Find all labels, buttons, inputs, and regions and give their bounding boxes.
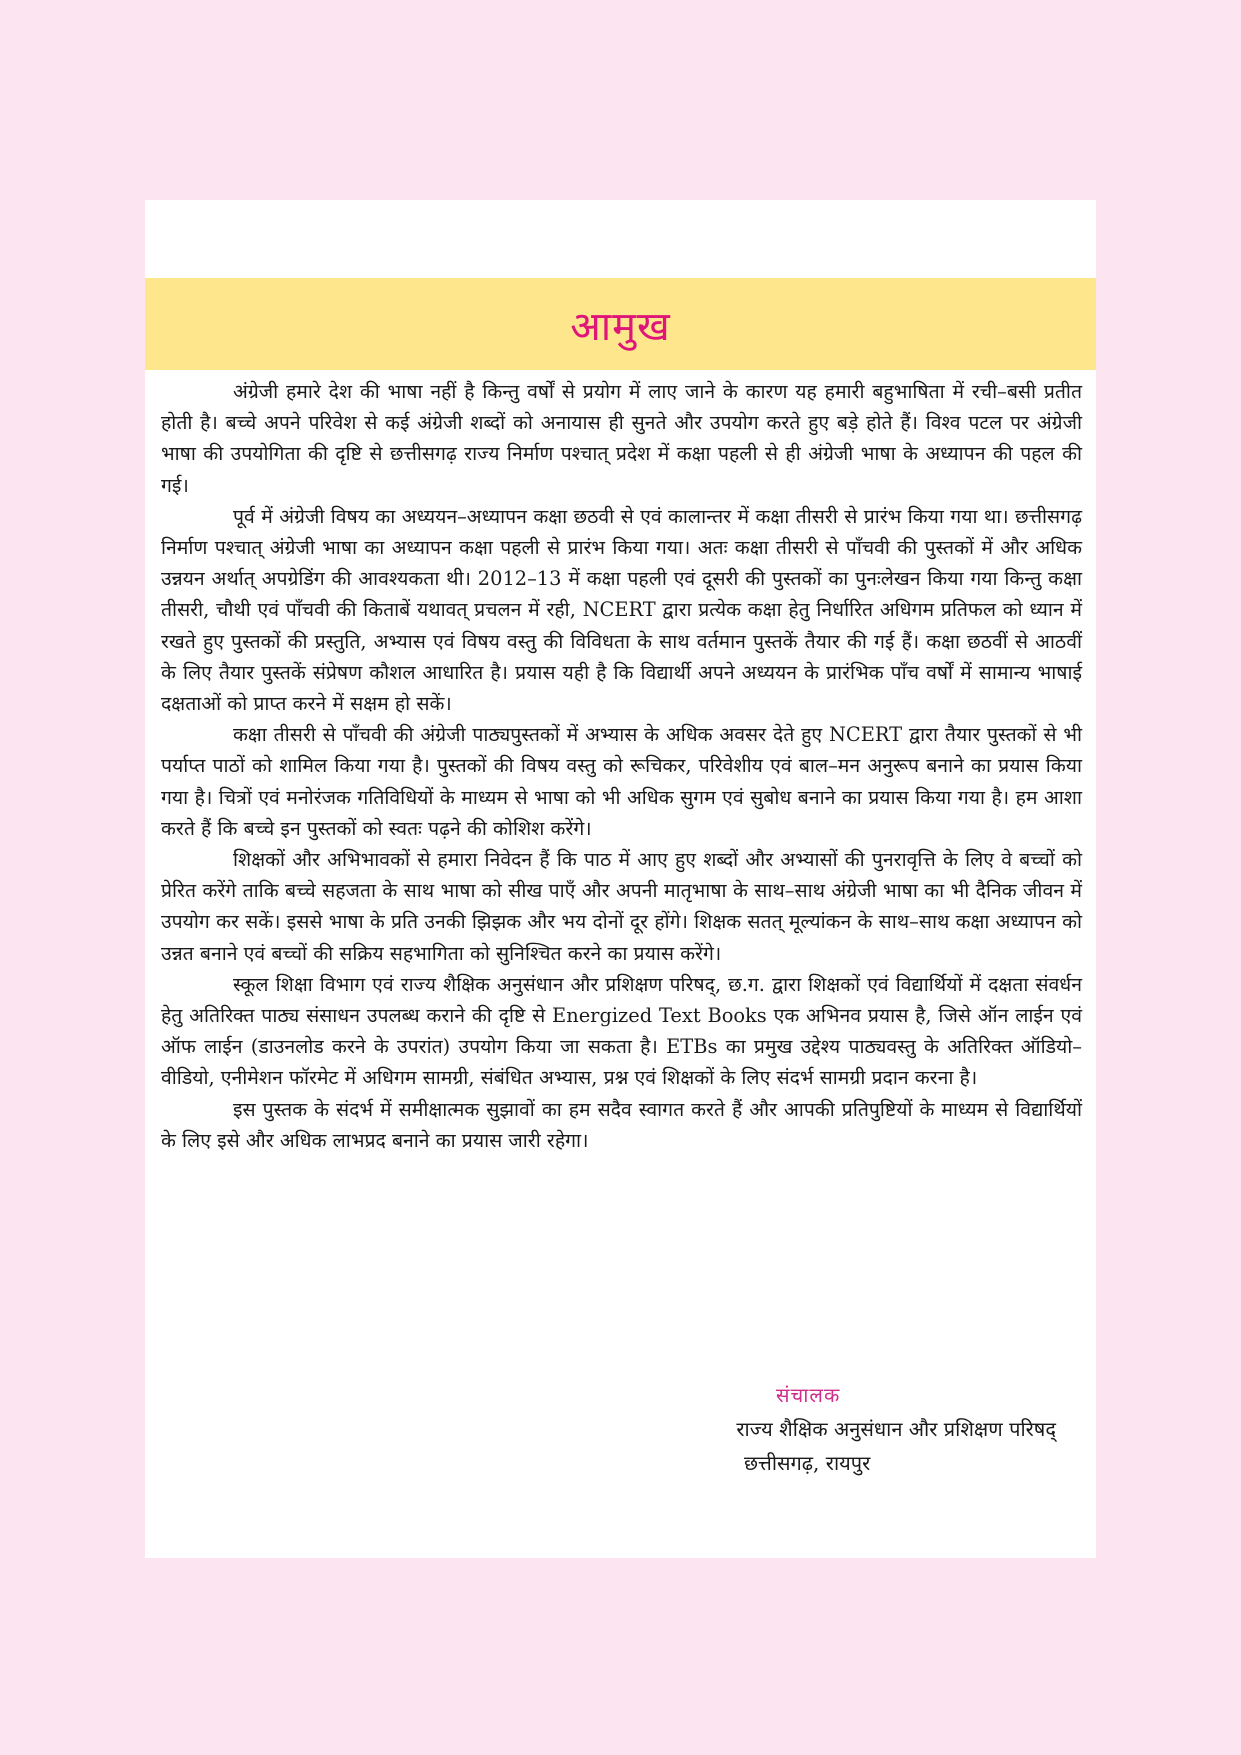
signature-block [616, 1378, 1056, 1480]
paragraph-1: अंग्रेजी हमारे देश की भाषा नहीं है किन्तु वर्षों से प्रयोग में लाए जाने के कारण यह हमारी बहुभाषिता में रची–बसी प्रतीत होती है। बच्चे अपने परिवेश से कई अंग्रेजी शब्दों को अनायास ही सुनते और उपयोग करते हुए बड़े होते हैं। विश्व पटल पर अंग्रेजी भाषा की उपयोगिता की दृष्टि से छत्तीसगढ़ राज्य निर्माण पश्चात् प्रदेश में कक्षा पहली से ही अंग्रेजी भाषा के अध्यापन की पहल की गई। [161, 380, 1082, 497]
document-page [145, 200, 1096, 1558]
paragraph-2: पूर्व में अंग्रेजी विषय का अध्ययन–अध्यापन कक्षा छठवी से एवं कालान्तर में कक्षा तीसरी से प्रारंभ किया गया था। छत्तीसगढ़ निर्माण पश्चात् अंग्रेजी भाषा का अध्यापन कक्षा पहली से प्रारंभ किया गया। अतः कक्षा तीसरी से पाँचवी की पुस्तकों में और अधिक उन्नयन अर्थात् अपग्रेडिंग की आवश्यकता थी। 2012–13 में कक्षा पहली एवं दूसरी की पुस्तकों का पुनःलेखन किया गया किन्तु कक्षा तीसरी, चौथी एवं पाँचवी की किताबें यथावत् प्रचलन में रही, NCERT द्वारा प्रत्येक कक्षा हेतु निर्धारित अधिगम प्रतिफल को ध्यान में रखते हुए पुस्तकों की प्रस्तुति, अभ्यास एवं विषय वस्तु की विविधता के साथ वर्तमान पुस्तकें तैयार की गई हैं। कक्षा छठवीं से आठवीं के लिए तैयार पुस्तकें संप्रेषण कौशल आधारित है। प्रयास यही है कि विद्यार्थी अपने अध्ययन के प्रारंभिक पाँच वर्षों में सामान्य भाषाई दक्षताओं को प्राप्त करने में सक्षम हो सकें। [161, 504, 1082, 716]
page-title: आमुख [570, 303, 671, 350]
paragraph-6: इस पुस्तक के संदर्भ में समीक्षात्मक सुझावों का हम सदैव स्वागत करते हैं और आपकी प्रतिपुष्टियों के माध्यम से विद्यार्थियों के लिए इसे और अधिक लाभप्रद बनाने का प्रयास जारी रहेगा। [161, 1097, 1082, 1152]
paragraph-5: स्कूल शिक्षा विभाग एवं राज्य शैक्षिक अनुसंधान और प्रशिक्षण परिषद्, छ.ग. द्वारा शिक्षकों एवं विद्यार्थियों में दक्षता संवर्धन हेतु अतिरिक्त पाठ्य संसाधन उपलब्ध कराने की दृष्टि से Energized Text Books एक अभिनव प्रयास है, जिसे ऑन लाईन एवं ऑफ लाईन (डाउनलोड करने के उपरांत) उपयोग किया जा सकता है। ETBs का प्रमुख उद्देश्य पाठ्यवस्तु के अतिरिक्त ऑडियो–वीडियो, एनीमेशन फॉरमेट में अधिगम सामग्री, संबंधित अभ्यास, प्रश्न एवं शिक्षकों के लिए संदर्भ सामग्री प्रदान करना है। [161, 972, 1082, 1090]
paragraph-3: कक्षा तीसरी से पाँचवी की अंग्रेजी पाठ्यपुस्तकों में अभ्यास के अधिक अवसर देते हुए NCERT द्वारा तैयार पुस्तकों से भी पर्याप्त पाठों को शामिल किया गया है। पुस्तकों की विषय वस्तु को रूचिकर, परिवेशीय एवं बाल–मन अनुरूप बनाने का प्रयास किया गया है। चित्रों एवं मनोरंजक गतिविधियों के माध्यम से भाषा को भी अधिक सुगम एवं सुबोध बनाने का प्रयास किया गया है। हम आशा करते हैं कि बच्चे इन पुस्तकों को स्वतः पढ़ने की कोशिश करेंगे। [161, 723, 1082, 840]
signature-place: छत्तीसगढ़, रायपुर [744, 1451, 871, 1475]
paragraph-4: शिक्षकों और अभिभावकों से हमारा निवेदन हैं कि पाठ में आए हुए शब्दों और अभ्यासों की पुनरावृत्ति के लिए वे बच्चों को प्रेरित करेंगे ताकि बच्चे सहजता के साथ भाषा को सीख पाएँ और अपनी मातृभाषा के साथ–साथ अंग्रेजी भाषा का भी दैनिक जीवन में उपयोग कर सकें। इससे भाषा के प्रति उनकी झिझक और भय दोनों दूर होंगे। शिक्षक सतत् मूल्यांकन के साथ–साथ कक्षा अध्यापन को उन्नत बनाने एवं बच्चों की सक्रिय सहभागिता को सुनिश्चित करने का प्रयास करेंगे। [161, 848, 1082, 965]
title-band [145, 278, 1096, 370]
signature-organization: राज्य शैक्षिक अनुसंधान और प्रशिक्षण परिषद् [736, 1417, 1056, 1441]
signature-role: संचालक [776, 1383, 841, 1407]
foreword-body [161, 376, 1082, 1156]
